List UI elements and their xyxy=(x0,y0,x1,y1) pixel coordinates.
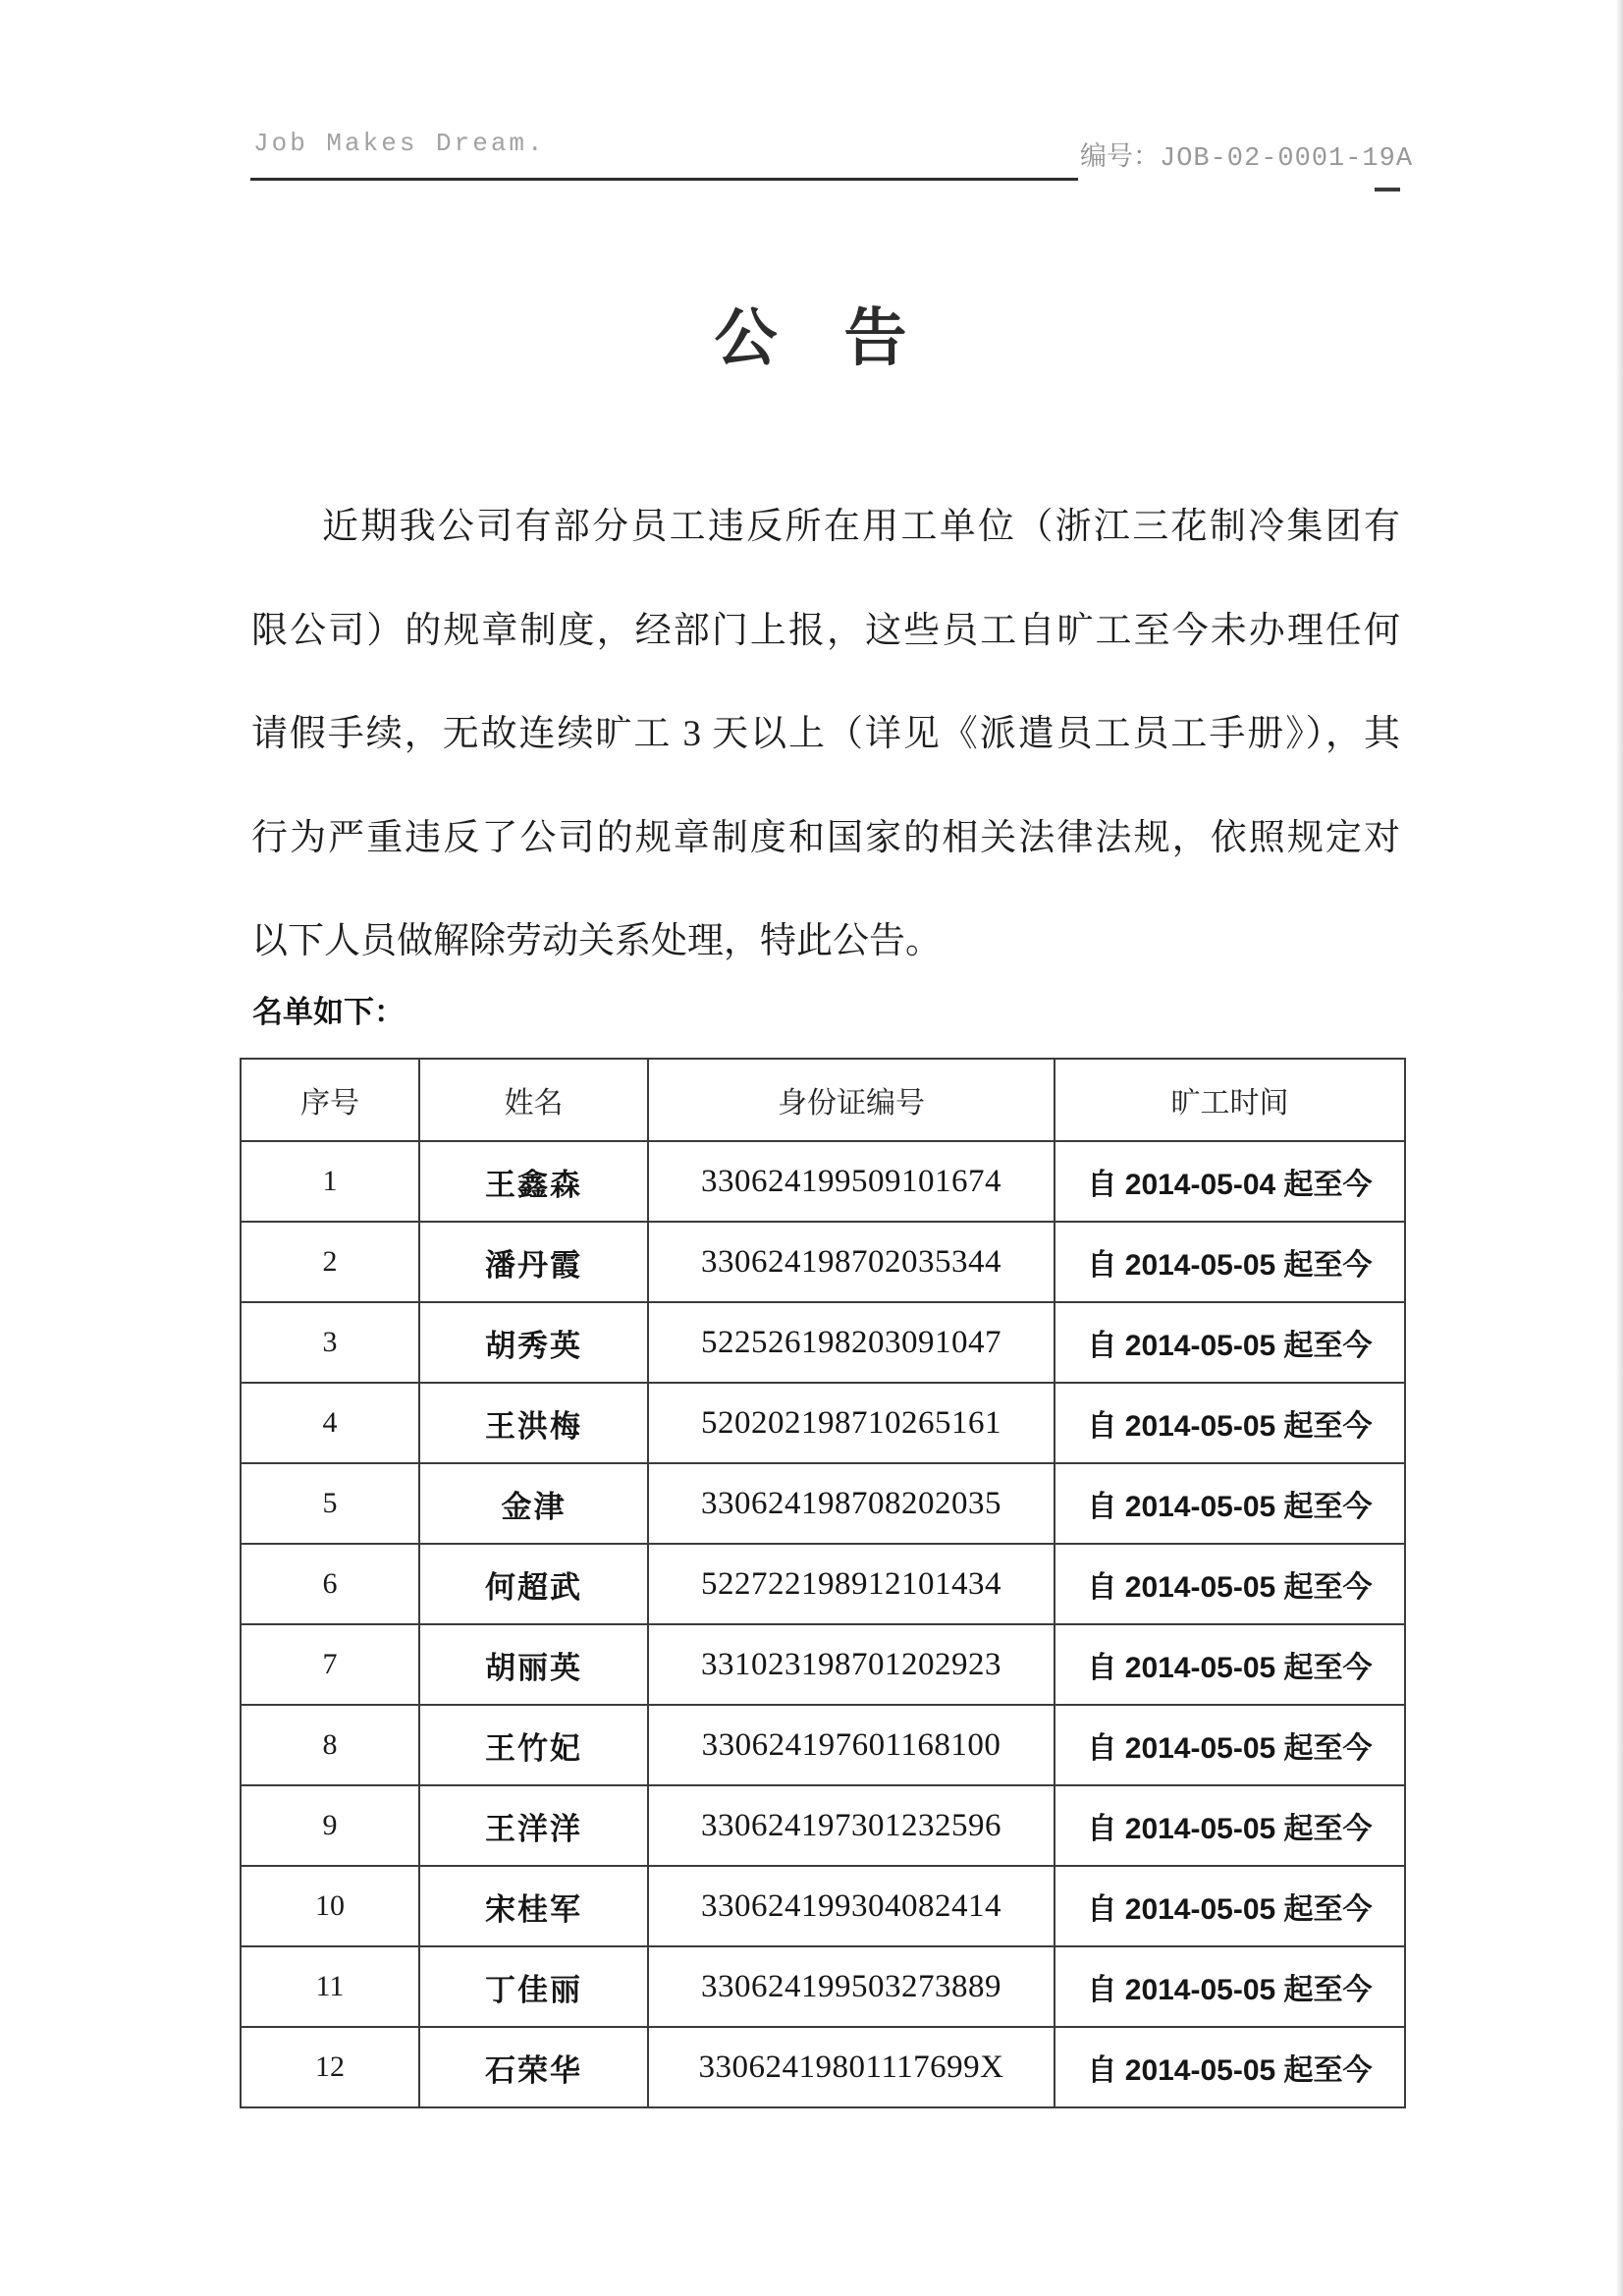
col-header-id: 身份证编号 xyxy=(648,1059,1055,1141)
cell-period: 自 2014-05-05 起至今 xyxy=(1055,1302,1405,1383)
cell-seq: 1 xyxy=(241,1141,419,1222)
table-row xyxy=(241,1624,1405,1705)
paragraph-line: 限公司）的规章制度，经部门上报，这些员工自旷工至今未办理任何 xyxy=(251,610,1400,651)
cell-name: 王洋洋 xyxy=(419,1785,648,1866)
cell-id: 330624197301232596 xyxy=(648,1785,1055,1866)
table-row xyxy=(241,1866,1405,1946)
cell-name: 胡秀英 xyxy=(419,1302,648,1383)
table-row xyxy=(241,1544,1405,1624)
cell-name: 王竹妃 xyxy=(419,1705,648,1785)
doc-number-label: 编号： xyxy=(1080,141,1160,171)
cell-period: 自 2014-05-05 起至今 xyxy=(1055,1946,1405,2027)
paragraph-line: 行为严重违反了公司的规章制度和国家的相关法律法规，依照规定对 xyxy=(251,817,1400,858)
cell-period: 自 2014-05-05 起至今 xyxy=(1055,1705,1405,1785)
cell-name: 宋桂军 xyxy=(419,1866,648,1946)
doc-number xyxy=(1080,135,1413,174)
cell-name: 金津 xyxy=(419,1463,648,1544)
cell-id: 520202198710265161 xyxy=(648,1383,1055,1463)
cell-id: 522722198912101434 xyxy=(648,1544,1055,1624)
table-row xyxy=(241,1785,1405,1866)
cell-name: 王洪梅 xyxy=(419,1383,648,1463)
letterhead-slogan: Job Makes Dream. xyxy=(253,129,546,158)
cell-name: 胡丽英 xyxy=(419,1624,648,1705)
cell-period: 自 2014-05-05 起至今 xyxy=(1055,1222,1405,1302)
page-title: 公 告 xyxy=(714,303,909,373)
table-header-row xyxy=(241,1059,1405,1141)
table-row xyxy=(241,1946,1405,2027)
cell-name: 王鑫森 xyxy=(419,1141,648,1222)
table-row xyxy=(241,1302,1405,1383)
doc-number-value: JOB-02-0001-19A xyxy=(1160,144,1414,174)
table-row xyxy=(241,1141,1405,1222)
cell-id: 522526198203091047 xyxy=(648,1302,1055,1383)
cell-id: 330624199304082414 xyxy=(648,1866,1055,1946)
cell-seq: 10 xyxy=(241,1866,419,1946)
cell-id: 330624198702035344 xyxy=(648,1222,1055,1302)
table-row xyxy=(241,1222,1405,1302)
cell-period: 自 2014-05-05 起至今 xyxy=(1055,1463,1405,1544)
col-header-seq: 序号 xyxy=(241,1059,419,1141)
cell-period: 自 2014-05-05 起至今 xyxy=(1055,1785,1405,1866)
cell-seq: 12 xyxy=(241,2027,419,2107)
cell-period: 自 2014-05-05 起至今 xyxy=(1055,1624,1405,1705)
announcement-paragraph xyxy=(251,475,1400,994)
col-header-name: 姓名 xyxy=(419,1059,648,1141)
cell-period: 自 2014-05-05 起至今 xyxy=(1055,1544,1405,1624)
table-row xyxy=(241,1463,1405,1544)
table-row xyxy=(241,1383,1405,1463)
cell-id: 33062419801117699X xyxy=(648,2027,1055,2107)
cell-id: 331023198701202923 xyxy=(648,1624,1055,1705)
cell-id: 330624199509101674 xyxy=(648,1141,1055,1222)
cell-seq: 11 xyxy=(241,1946,419,2027)
cell-name: 丁佳丽 xyxy=(419,1946,648,2027)
col-header-period: 旷工时间 xyxy=(1055,1059,1405,1141)
cell-period: 自 2014-05-05 起至今 xyxy=(1055,2027,1405,2107)
cell-seq: 5 xyxy=(241,1463,419,1544)
cell-name: 潘丹霞 xyxy=(419,1222,648,1302)
paragraph-line: 近期我公司有部分员工违反所在用工单位（浙江三花制冷集团有 xyxy=(322,507,1400,547)
cell-id: 330624197601168100 xyxy=(648,1705,1055,1785)
letterhead-rule-tick xyxy=(1375,188,1400,191)
cell-period: 自 2014-05-04 起至今 xyxy=(1055,1141,1405,1222)
cell-seq: 9 xyxy=(241,1785,419,1866)
cell-period: 自 2014-05-05 起至今 xyxy=(1055,1383,1405,1463)
cell-seq: 3 xyxy=(241,1302,419,1383)
cell-period: 自 2014-05-05 起至今 xyxy=(1055,1866,1405,1946)
cell-name: 石荣华 xyxy=(419,2027,648,2107)
paragraph-line: 请假手续，无故连续旷工 3 天以上（详见《派遣员工员工手册》），其 xyxy=(251,714,1400,754)
cell-seq: 7 xyxy=(241,1624,419,1705)
cell-name: 何超武 xyxy=(419,1544,648,1624)
paragraph-line: 以下人员做解除劳动关系处理，特此公告。 xyxy=(251,921,942,961)
cell-id: 330624198708202035 xyxy=(648,1463,1055,1544)
cell-seq: 6 xyxy=(241,1544,419,1624)
roster-table xyxy=(240,1058,1406,2108)
cell-seq: 8 xyxy=(241,1705,419,1785)
cell-seq: 2 xyxy=(241,1222,419,1302)
cell-id: 330624199503273889 xyxy=(648,1946,1055,2027)
letterhead-rule xyxy=(250,178,1078,181)
cell-seq: 4 xyxy=(241,1383,419,1463)
table-row xyxy=(241,1705,1405,1785)
table-row xyxy=(241,2027,1405,2107)
list-label: 名单如下： xyxy=(252,995,405,1029)
